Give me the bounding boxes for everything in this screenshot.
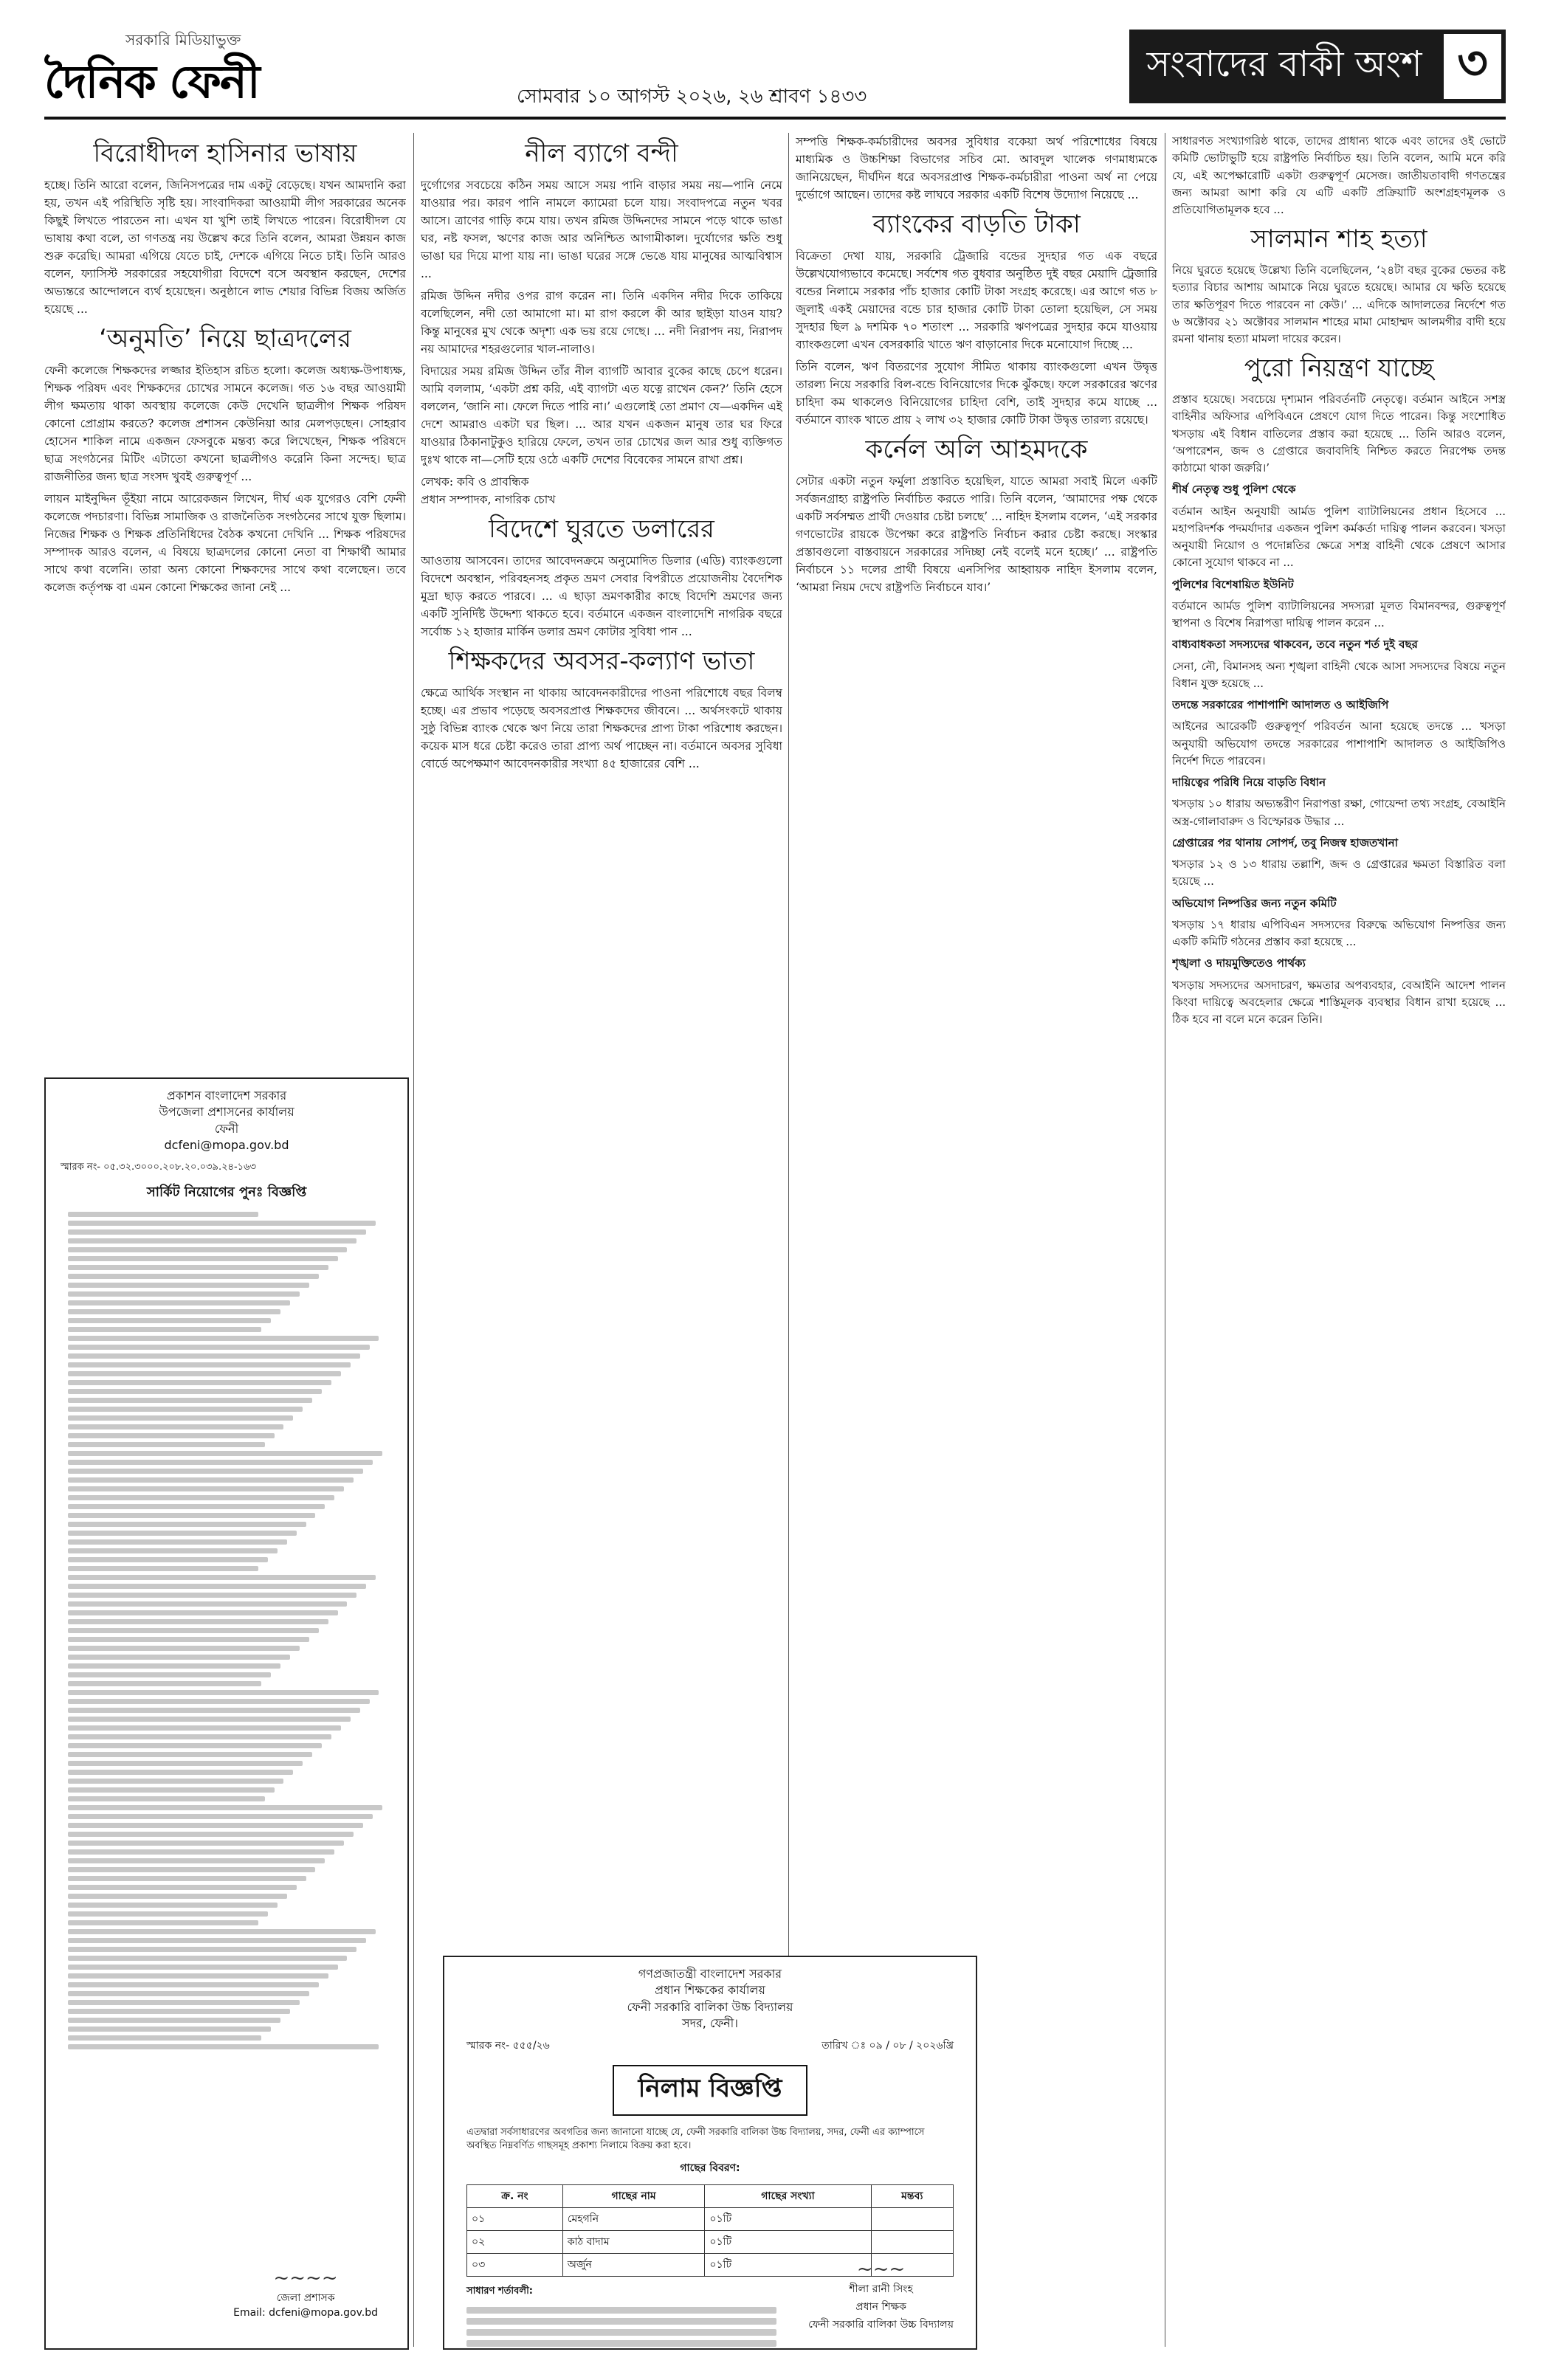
notice-line <box>68 1318 271 1323</box>
notice-line <box>68 1894 287 1899</box>
article-text: প্রস্তাব হয়েছে। সবচেয়ে দৃশ্যমান পরিবর্তনটি নেতৃত্বে। বর্তমান আইনে সশস্ত্র বাহিনীর অফিসার এপিবিএনে প্রেষণে যোগ দিতে পারেন। কিন্তু সংশোধিত খসড়ায় এই বিধান বাতিলের প্রস্তাব করা হয়েছে ... তিনি আরও বলেন, ‘অপারেশন, জব্দ ও গ্রেপ্তারে জবাবদিহি নিশ্চিত করতে নিরপেক্ষ তদন্ত কাঠামো থাকা জরুরি।’ <box>1172 393 1506 475</box>
table-cell: ০১ <box>467 2208 563 2231</box>
notice-line <box>68 2000 300 2005</box>
table-cell: ০১টি <box>705 2231 871 2254</box>
notice-line <box>68 1787 275 1793</box>
signature-mark: ~~~ <box>856 2258 906 2280</box>
headline-salman-shah: সালমান শাহ হত্যা <box>1250 224 1427 255</box>
notice-line <box>68 1752 312 1757</box>
signature-title: প্রধান শিক্ষক ফেনী সরকারি বালিকা উচ্চ বিদ্যালয় <box>808 2301 954 2331</box>
notice-line <box>68 1823 363 1828</box>
notice-line <box>68 1407 303 1412</box>
notice-line <box>68 1610 338 1615</box>
notice-line <box>68 1584 366 1589</box>
column-1 <box>44 133 406 1070</box>
notice-line <box>68 2044 379 2049</box>
notice-line <box>68 1336 379 1341</box>
table-cell: ০১টি <box>705 2254 871 2277</box>
subheading: দায়িত্বের পরিধি নিয়ে বাড়তি বিধান <box>1172 776 1326 790</box>
table-row <box>467 2231 954 2254</box>
article-text: খসড়ায় ১০ ধারায় অভ্যন্তরীণ নিরাপত্তা রক্ষা, গোয়েন্দা তথ্য সংগ্রহ, বেআইনি অস্ত্র-গোলাবারুদ ও বিস্ফোরক উদ্ধার ... <box>1172 797 1506 828</box>
auction-title: নিলাম বিজ্ঞপ্তি <box>613 2065 807 2116</box>
notice-line <box>68 1796 265 1801</box>
table-header-cell: ক্র. নং <box>467 2185 563 2208</box>
article-text: বিক্রেতা দেখা যায়, সরকারি ট্রেজারি বন্ডের সুদহার গত এক বছরে উল্লেখযোগ্যভাবে কমেছে। সর্বশেষ গত বুধবার অনুষ্ঠিত দুই বছর মেয়াদি ট্রেজারি বন্ডের নিলামে সরকার পাঁচ হাজার কোটি টাকা সংগ্রহ করেছে। এর আগে গত ৮ জুলাই একই মেয়াদের বন্ডে চার হাজার কোটি টাকা তোলা হয়েছিল, সে সময় সুদহার ছিল ৯ দশমিক ৭০ শতাংশ ... সরকারি ঋণপত্রের সুদহার কমে যাওয়ায় ব্যাংকগুলো এখন বেসরকারি খাতে ঋণ বাড়ানোর দিকে মনোযোগ দিচ্ছে ... <box>796 249 1157 351</box>
article-text: ক্ষেত্রে আর্থিক সংস্থান না থাকায় আবেদনকারীদের পাওনা পরিশোধে বছর বিলম্ব হচ্ছে। এর প্রভাব পড়েছে অবসরপ্রাপ্ত শিক্ষকদের জীবনে। ... অর্থসংকটে থাকায় সুষ্ঠু বিভিন্ন ব্যাংক থেকে ঋণ নিয়ে তারা শিক্ষকদের প্রাপ্য টাকা পরিশোধ করছেন। কয়েক মাস ধরে চেষ্টা করেও তারা প্রাপ্য অর্থ পাচ্ছেন না। বর্তমানে অবসর সুবিধা বোর্ডে অপেক্ষমাণ আবেদনকারীর সংখ্যা ৪৫ হাজারের বেশি ... <box>421 686 782 770</box>
headline-bank: ব্যাংকের বাড়তি টাকা <box>872 210 1081 240</box>
article-text: খসড়ার ১২ ও ১৩ ধারায় তল্লাশি, জব্দ ও গ্রেপ্তারের ক্ষমতা বিস্তারিত বলা হয়েছে ... <box>1172 858 1506 889</box>
auction-intro: এতদ্বারা সর্বসাধারণের অবগতির জন্য জানানো যাচ্ছে যে, ফেনী সরকারি বালিকা উচ্চ বিদ্যালয়, সদর, ফেনী এর ক্যাম্পাসে অবস্থিত নিম্নবর্ণিত গাছসমূহ প্রকাশ্য নিলামে বিক্রয় করা হবে। <box>466 2126 925 2152</box>
notice-line <box>68 1327 261 1332</box>
article-text: তিনি বলেন, ঋণ বিতরণের সুযোগ সীমিত থাকায় ব্যাংকগুলো এখন উদ্বৃত্ত তারল্য নিয়ে সরকারি বিল-বন্ডে বিনিয়োগের দিকে ঝুঁকছে। ফলে সরকারের ঋণের চাহিদা কম থাকলেও বিনিয়োগের চাহিদা বেশি, তাই সুদহার কমে যাচ্ছে ... বর্তমানে ব্যাংক খাতে প্রায় ২ লাখ ৩২ হাজার কোটি টাকা উদ্বৃত্ত তারল্য রয়েছে। <box>796 359 1157 427</box>
notice-table <box>68 1212 385 2049</box>
notice-line <box>68 1982 319 1987</box>
notice-title: সার্কিট নিয়োগের পুনঃ বিজ্ঞপ্তি <box>146 1184 307 1200</box>
auction-meta <box>466 2037 954 2055</box>
notice-line <box>68 1956 347 1961</box>
notice-line <box>68 1947 356 1952</box>
subheading: শীর্ষ নেতৃত্ব শুধু পুলিশ থেকে <box>1172 483 1296 497</box>
auction-header: গণপ্রজাতন্ত্রী বাংলাদেশ সরকার প্রধান শিক্ষকের কার্যালয় ফেনী সরকারি বালিকা উচ্চ বিদ্যালয় সদর, ফেনী। <box>627 1967 793 2031</box>
table-cell <box>871 2231 953 2254</box>
notice-line <box>68 1885 297 1890</box>
notice-line <box>68 1415 293 1421</box>
subheading: পুলিশের বিশেষায়িত ইউনিট <box>1172 577 1294 591</box>
notice-line <box>68 1779 283 1784</box>
notice-line <box>68 1513 315 1518</box>
article-text: সম্পত্তি শিক্ষক-কর্মচারীদের অবসর সুবিধার বকেয়া অর্থ পরিশোধের বিষয়ে মাধ্যমিক ও উচ্চশিক্ষা বিভাগের সচিব মো. আবদুল খালেক গণমাধ্যমকে জানিয়েছেন, দীর্ঘদিন ধরে অবসরপ্রাপ্ত শিক্ষক-কর্মচারীরা পাওনা অর্থ না পেয়ে দুর্ভোগে আছেন। তাদের কষ্ট লাঘবে সরকার একটি বিশেষ উদ্যোগ নিয়েছে ... <box>796 135 1157 202</box>
article-text: সাধারণত সংখ্যাগরিষ্ঠ থাকে, তাদের প্রাধান্য থাকে এবং তাদের ওই ভোটে কমিটি ভোটাভুটি হয়ে রাষ্ট্রপতি নির্বাচিত হয়। তিনি বলেন, আমি মনে করি যে, এই অপেক্ষারোটি একটা গুরুত্বপূর্ণ মেসেজ। জাতীয়তাবাদী গণতন্ত্রের জন্য আমরা আশা করি যে এটি একটি প্রক্রিয়াটি অংশগ্রহণমূলক ও প্রতিযোগিতামূলক হবে ... <box>1172 134 1506 216</box>
dateline: সোমবার ১০ আগস্ট ২০২৬, ২৬ শ্রাবণ ১৪৩৩ <box>517 86 867 108</box>
terms-list <box>466 2307 776 2350</box>
column-divider <box>413 133 414 2347</box>
article-text: বিদায়ের সময় রমিজ উদ্দিন তাঁর নীল ব্যাগটি আবার বুকের কাছে চেপে ধরেন। আমি বললাম, ‘একটা প্রশ্ন করি, এই ব্যাগটা এত যত্নে রাখেন কেন?’ তিনি হেসে বললেন, ‘জানি না। ফেলে দিতে পারি না।’ এগুলোই তো প্রমাণ যে—একদিন এই দেশে আমরাও একটা ঘর ছিল। ... আর যখন একজন মানুষ তার ঘর ফিরে যাওয়ার ঠিকানাটুকুও হারিয়ে ফেলে, তখন তার চোখের জল আর শুধু ব্যক্তিগত দুঃখ থাকে না—সেটি হয়ে ওঠে একটি দেশের বিবেকের সামনে রাখা প্রশ্ন। <box>421 364 782 467</box>
notice-line <box>68 2035 261 2041</box>
article-text: লায়ন মাইনুদ্দিন ভূঁইয়া নামে আরেকজন লিখেন, দীর্ঘ এক যুগেরও বেশি ফেনী কলেজে পদচারণা। বিভিন্ন সামাজিক ও রাজনৈতিক সংগঠনের সাথে যুক্ত ছিলাম। নিজের শিক্ষক ও শিক্ষক প্রতিনিধিদের বৈঠক কখনো দেখিনি ... শিক্ষক পরিষদের সম্পাদক আরও বলেন, এ বিষয়ে ছাত্রদলের কোনো নেতা বা শিক্ষার্থী আমার সাথে কথা বলেনি। তারা অন্য কোনো শিক্ষকদের সাথে কথা বলেছেন। তবে কলেজ কর্তৃপক্ষ বা এমন কোনো শিক্ষকের জানা নেই ... <box>44 491 406 594</box>
notice-line <box>68 1371 341 1376</box>
notice-line <box>68 1681 261 1686</box>
subheading: অভিযোগ নিষ্পত্তির জন্য নতুন কমিটি <box>1172 896 1337 910</box>
notice-line <box>68 1672 271 1677</box>
notice-line <box>68 1291 300 1297</box>
notice-line <box>68 1717 351 1722</box>
notice-line <box>68 1929 376 1934</box>
article-text: সেনা, নৌ, বিমানসহ অন্য শৃঙ্খলা বাহিনী থেকে আসা সদস্যদের বিষয়ে নতুন বিধান যুক্ত হয়েছে ... <box>1172 659 1506 690</box>
notice-line <box>68 1469 363 1474</box>
notice-line <box>68 1309 280 1314</box>
notice-line <box>68 1973 328 1979</box>
article-text: দুর্গোগের সবচেয়ে কঠিন সময় আসে সময় পানি বাড়ার সময় নয়—পানি নেমে যাওয়ার পর। কারণ পানি নামলে ক্যামেরা চলে যায়। সংবাদপত্রে নতুন খবর আসে। ত্রাণের গাড়ি কমে যায়। তখন রমিজ উদ্দিনদের সামনে পড়ে থাকে ভাঙা ঘর, নষ্ট ফসল, ঋণের কাজ আর অনিশ্চিত আগামীকাল। দুর্যোগের ক্ষতি শুধু ভাঙা ঘর দিয়ে মাপা যায় না। ভাঙা ঘরের সঙ্গে ভেঙে যায় মানুষের আত্মবিশ্বাস ... <box>421 178 782 280</box>
notice-line <box>68 1477 354 1483</box>
notice-line <box>68 1876 306 1881</box>
notice-line <box>68 1619 328 1624</box>
subheading: গ্রেপ্তারের পর থানায় সোপর্দ, তবু নিজস্ব হাজতখানা <box>1172 835 1398 849</box>
auction-date: তারিখ ঃ ০৯ / ০৮ / ২০২৬খ্রি <box>822 2039 954 2052</box>
notice-line <box>68 1221 376 1226</box>
notice-line <box>68 1601 347 1607</box>
newspaper-logo: দৈনিক ফেনী <box>44 55 259 108</box>
signature-name: জেলা প্রশাসক <box>276 2292 335 2304</box>
table-header-cell: মন্তব্য <box>871 2185 953 2208</box>
table-cell: কাঠ বাদাম <box>562 2231 705 2254</box>
notice-line <box>68 1867 315 1872</box>
auction-memo: স্মারক নং- ৫৫৫/২৬ <box>466 2039 550 2052</box>
notice-line <box>68 1690 379 1695</box>
masthead <box>44 30 1506 111</box>
column-4 <box>1172 133 1506 2339</box>
notice-line <box>68 1548 278 1553</box>
table-cell: অর্জুন <box>562 2254 705 2277</box>
table-header-cell: গাছের নাম <box>562 2185 705 2208</box>
headline-full-control: পুরো নিয়ন্ত্রণ যাচ্ছে <box>1244 353 1434 384</box>
notice-line <box>68 1858 325 1863</box>
notice-line <box>68 1903 278 1908</box>
page-number: ৩ <box>1439 30 1506 103</box>
section-title: সংবাদের বাকী অংশ <box>1129 30 1439 103</box>
tagline: সরকারি মিডিয়াভুক্ত <box>125 31 241 49</box>
table-caption: গাছের বিবরণ: <box>680 2162 740 2175</box>
notice-line <box>68 1451 382 1456</box>
notice-line <box>68 1725 341 1731</box>
notice-line <box>68 1805 382 1810</box>
notice-line <box>68 1743 322 1748</box>
notice-line <box>68 1300 290 1305</box>
notice-line <box>68 1380 331 1385</box>
subheading: তদন্তে সরকারের পাশাপাশি আদালত ও আইজিপি <box>1172 698 1389 712</box>
table-cell: ০২ <box>467 2231 563 2254</box>
notice-line <box>68 1593 356 1598</box>
masthead-rule <box>44 117 1506 120</box>
notice-line <box>68 1345 370 1350</box>
notice-memo: স্মারক নং- ০৫.৩২.৩০০০.২০৮.২০.০৩৯.২৪-১৬৩ <box>61 1161 257 1173</box>
notice-line <box>68 1841 344 1846</box>
table-cell: ০৩ <box>467 2254 563 2277</box>
notice-line <box>68 1637 309 1642</box>
notice-line <box>68 1655 290 1660</box>
notice-line <box>68 1761 303 1766</box>
notice-line <box>68 1495 334 1500</box>
notice-line <box>68 1911 268 1917</box>
notice-line <box>68 2018 280 2023</box>
notice-line <box>68 1229 366 1235</box>
notice-line <box>68 1486 344 1491</box>
column-3 <box>796 133 1157 1941</box>
subheading: শৃঙ্খলা ও দায়মুক্তিতেও পার্থক্য <box>1172 956 1306 970</box>
table-header-cell: গাছের সংখ্যা <box>705 2185 871 2208</box>
notice-line <box>68 1442 265 1447</box>
notice-line <box>68 1362 351 1367</box>
notice-line <box>68 1938 366 1943</box>
table-row <box>467 2208 954 2231</box>
article-text: আওতায় আসবেন। তাদের আবেদনক্রমে অনুমোদিত ডিলার (এডি) ব্যাংকগুলো বিদেশে অবস্থান, পরিবহনসহ প্রকৃত ভ্রমণ সেবার বিপরীতে প্রয়োজনীয় বৈদেশিক মুদ্রা ছাড় করতে পারবে। ... এ ছাড়া ভ্রমণকারীর কাছে বিদেশি ভ্রমণের জন্য একটি সুনির্দিষ্ট উদ্দেশ্য থাকতে হবে। বর্তমানে একজন বাংলাদেশি নাগরিক বছরে সর্বোচ্চ ১২ হাজার মার্কিন ডলার ভ্রমণ কোটার সুবিধা পান ... <box>421 553 782 638</box>
notice-line <box>68 1504 325 1509</box>
notice-line <box>68 1256 338 1261</box>
notice-line <box>68 1832 354 1837</box>
notice-line <box>68 1522 306 1527</box>
notice-signature <box>233 2267 378 2319</box>
notice-line <box>68 1770 293 1775</box>
headline-blue-bag: নীল ব্যাগে বন্দী <box>525 139 678 168</box>
notice-line <box>68 2027 271 2032</box>
terms-title: সাধারণ শর্তাবলী: <box>466 2286 534 2297</box>
table-header-row <box>467 2185 954 2208</box>
notice-line <box>68 1274 319 1279</box>
article-text: হচ্ছে। তিনি আরো বলেন, জিনিসপত্রের দাম একটু বেড়েছে। যখন আমদানি করা হয়, তখন এই পরিস্থিতি সৃষ্টি হয়। সাংবাদিকরা আওয়ামী লীগ সরকারের অনেক কিছুই লিখতে পারতেন না। এখন যা খুশি তাই লিখতে পারেন। বিরোধীদল যে ভাষায় কথা বলে, তা গণতন্ত্র নয় উল্লেখ করে তিনি বলেন, আমরা উন্নয়ন কাজ শুরু করেছি। আমরা এগিয়ে যেতে চাই, দেশকে এগিয়ে নিতে চাই। তিনি আরও বলেন, ফ্যাসিস্ট সরকারের সহযোগীরা বিদেশে বসে অবস্থান করছেন, দেশের অভ্যন্তরে আন্দোলনে ব্যর্থ হয়েছেন। অনুষ্ঠানে লাভ শেয়ার বিভিন্ন বিজয় অর্জিত হয়েছে ... <box>44 178 406 316</box>
notice-line <box>68 1965 338 1970</box>
notice-line <box>68 1433 275 1438</box>
notice-line <box>68 1212 258 1217</box>
table-cell <box>871 2208 953 2231</box>
notice-line <box>68 1531 297 1536</box>
notice-header: প্রকাশন বাংলাদেশ সরকার উপজেলা প্রশাসনের কার্যালয় ফেনী dcfeni@mopa.gov.bd <box>159 1089 294 1153</box>
signature-name: শীলা রানী সিংহ <box>849 2283 913 2295</box>
notice-line <box>68 1663 280 1669</box>
table-cell: ০১টি <box>705 2208 871 2231</box>
notice-line <box>68 1389 322 1394</box>
headline-opposition: বিরোধীদল হাসিনার ভাষায় <box>93 139 357 168</box>
notice-line <box>68 1575 376 1580</box>
headline-permission: ‘অনুমতি’ নিয়ে ছাত্রদলের <box>99 323 351 353</box>
article-text: বর্তমান আইন অনুযায়ী আর্মড পুলিশ ব্যাটালিয়নের প্রধান হিসেবে ... মহাপরিদর্শক পদমর্যাদার একজন পুলিশ কর্মকর্তা দায়িত্ব পালন করবেন। খসড়া অনুযায়ী নিয়োগ ও পদোন্নতির ক্ষেত্রে সশস্ত্র বাহিনী থেকে প্রেষণে আসার কোনো সুযোগ থাকবে না ... <box>1172 504 1506 570</box>
article-text: নিয়ে ঘুরতে হয়েছে উল্লেখ্য তিনি বলেছিলেন, ‘২৪টা বছর বুকের ভেতর কষ্ট হত্যার বিচার আশায় আমাকে নিয়ে ঘুরতে হয়েছে। আমার যে ক্ষতি হয়েছে তার ক্ষতিপূরণ দিতে পারবেন না কেউ।’ ... এদিকে আদালতের নির্দেশে গত ৬ অক্টোবর ২১ অক্টোবর সালমান শাহের মামা মোহাম্মদ আলমগীর বাদী হয়ে রমনা থানায় হত্যা মামলা দায়ের করেন। <box>1172 263 1506 346</box>
notice-line <box>68 1283 309 1288</box>
article-text: সেটার একটা নতুন ফর্মুলা প্রস্তাবিত হয়েছিল, যাতে আমরা সবাই মিলে একটি সর্বজনগ্রাহ্য রাষ্ট্রপতি নির্বাচিত করতে পারি। তিনি বলেন, ‘আমাদের পক্ষ থেকে একটি সর্বসম্মত প্রার্থী দেওয়ার চেষ্টা চলছে’ ... নাহিদ ইসলাম বলেন, ‘এই সরকার গণভোটের রায়কে উপেক্ষা করে রাষ্ট্রপতি নির্বাচন করার চেষ্টা করছে। সংস্কার প্রস্তাবগুলো বাস্তবায়নে সরকারের সদিচ্ছা নেই বলেই মনে হচ্ছে।’ ... রাষ্ট্রপতি নির্বাচনে ১১ দলের প্রার্থী বিষয়ে এনসিপির আহ্বায়ক নাহিদ ইসলাম বলেন, ‘আমরা নিয়ম দেখে রাষ্ট্রপতি নির্বাচনে যাব।’ <box>796 474 1157 594</box>
notice-line <box>68 1398 312 1403</box>
article-text: খসড়ায় সদস্যদের অসদাচরণ, ক্ষমতার অপব্যবহার, বেআইনি আদেশ পালন কিংবা দায়িত্বে অবহেলার ক্ষেত্রে শাস্তিমূলক ব্যবস্থার বিধান রাখা হয়েছে ... ঠিক হবে না বলে মনে করেন তিনি। <box>1172 978 1506 1027</box>
auction-notice <box>443 1956 977 2350</box>
notice-line <box>68 1734 331 1739</box>
signature-mark: ~~~~ <box>273 2267 338 2289</box>
article-text: বর্তমানে আর্মড পুলিশ ব্যাটালিয়নের সদস্যরা মূলত বিমানবন্দর, গুরুত্বপূর্ণ স্থাপনা ও বিশেষ নিরাপত্তা দায়িত্ব পালন করেন ... <box>1172 599 1506 630</box>
notice-line <box>68 1353 360 1359</box>
subheading: বাধ্যবাধকতা সদস্যদের থাকবেন, তবে নতুন শর্ত দুই বছর <box>1172 638 1418 652</box>
table-cell: মেহগনি <box>562 2208 705 2231</box>
headline-oli-ahmed: কর্নেল অলি আহমদকে <box>865 435 1088 465</box>
article-text: আইনের আরেকটি গুরুত্বপূর্ণ পরিবর্তন আনা হয়েছে তদন্তে ... খসড়া অনুযায়ী অভিযোগ তদন্তে সরকারের পাশাপাশি আদালত ও আইজিপিও নির্দেশ দিতে পারবেন। <box>1172 720 1506 768</box>
signature-email: Email: dcfeni@mopa.gov.bd <box>233 2307 378 2319</box>
article-text: ফেনী কলেজে শিক্ষকদের লজ্জার ইতিহাস রচিত হলো। কলেজ অধ্যক্ষ-উপাধ্যক্ষ, শিক্ষক পরিষদ এবং শিক্ষকদের চোখের সামনে কলেজ। গত ১৬ বছর আওয়ামী লীগ ক্ষমতায় থাকা অবস্থায় কলেজে কেউ দেখেনি ছাত্রলীগ শিক্ষক পরিষদ কোনো প্রোগ্রাম করতে? কলেজ প্রশাসন কেউনিয়া আর মেলপড়ছেন। সোহরাব হোসেন শাকিল নামে একজন ফেসবুকে মন্তব্য করে লিখেছেন, শিক্ষক পরিষদে ছাত্র সংগঠনের মিটিং এটাতো কখনো ছাত্রলীগও করেনি কিনা সন্দেহ। ছাত্র রাজনীতির জন্য ছাত্র সংসদ খুবই গুরুত্বপূর্ণ ... <box>44 363 406 483</box>
notice-line <box>68 2009 290 2014</box>
article-text: রমিজ উদ্দিন নদীর ওপর রাগ করেন না। তিনি একদিন নদীর দিকে তাকিয়ে বলেছিলেন, নদী তো আমাগো মা। মা রাগ করলে কী আর ছাইড়া যাওন যায়? কিন্তু মানুষের মুখ থেকে অদৃশ্য এক ভয় রয়ে গেছে। ... নদী নিরাপদ নয়, নিরাপদ নয় আমাদের শহরগুলোর খাল-নালাও। <box>421 289 782 356</box>
headline-dollar: বিদেশে ঘুরতে ডলারের <box>489 514 714 545</box>
notice-line <box>68 1539 287 1545</box>
byline: লেখক: কবি ও প্রাবন্ধিক প্রধান সম্পাদক, নাগরিক চোখ <box>421 475 556 507</box>
notice-line <box>68 1238 356 1244</box>
article-text: খসড়ায় ১৭ ধারায় এপিবিএন সদস্যদের বিরুদ্ধে অভিযোগ নিষ্পত্তির জন্য একটি কমিটি গঠনের প্রস্তাব করা হয়েছে ... <box>1172 917 1506 949</box>
notice-line <box>68 1814 373 1819</box>
notice-line <box>68 1557 268 1562</box>
notice-line <box>68 1849 334 1855</box>
notice-line <box>68 1247 347 1252</box>
notice-line <box>68 1699 370 1704</box>
notice-line <box>68 1646 300 1651</box>
auction-signature <box>808 2258 954 2334</box>
notice-line <box>68 1566 258 1571</box>
notice-line <box>68 1920 258 1925</box>
recruitment-notice <box>44 1077 409 2350</box>
notice-line <box>68 1424 283 1429</box>
headline-teachers: শিক্ষকদের অবসর-কল্যাণ ভাতা <box>448 646 755 676</box>
notice-line <box>68 1460 373 1465</box>
notice-line <box>68 1708 360 1713</box>
notice-line <box>68 1628 319 1633</box>
notice-line <box>68 1265 328 1270</box>
notice-line <box>68 1991 309 1996</box>
